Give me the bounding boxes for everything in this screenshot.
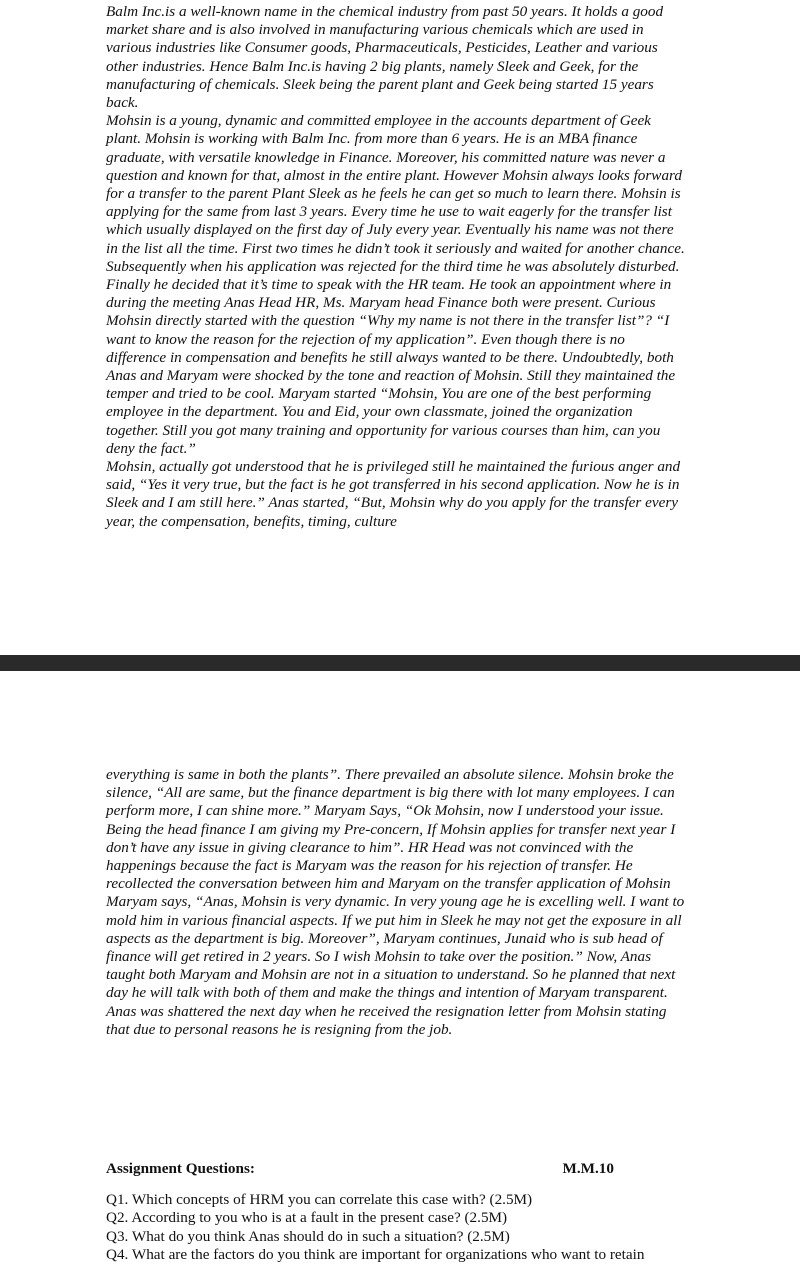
question-3: Q3. What do you think Anas should do in such a situation? (2.5M) [106, 1227, 510, 1245]
assignment-section [106, 1160, 686, 1265]
question-1: Q1. Which concepts of HRM you can correlate this case with? (2.5M) [106, 1190, 533, 1208]
case-paragraph-3: Finally he decided that it’s time to speak with the HR team. He took an appointment where in during the meeting Anas Head HR, Ms. Maryam head Finance both were present. Curious Mohsin directly started with the question “Why my name is not there in the transfer list”? “I want to know the reason for the rejection of my application”. Even though there is no difference in compensation and benefits he still always wanted to be there. Undoubtedly, both Anas and Maryam were shocked by the tone and reaction of Mohsin. Still they maintained the temper and tried to be cool. Maryam started “Mohsin, You are one of the best performing employee in the department. You and Eid, your own classmate, joined the organization together. Still you got many training and opportunity for various courses than him, can you deny the fact.” [106, 276, 676, 457]
max-marks: M.M.10 [562, 1160, 614, 1177]
case-paragraph-1: Balm Inc.is a well-known name in the chemical industry from past 50 years. It holds a good market share and is also involved in manufacturing various chemicals which are used in various industries like Consumer goods, Pharmaceuticals, Pesticides, Leather and various other industries. Hence Balm Inc.is having 2 big plants, namely Sleek and Geek, for the manufacturing of chemicals. Sleek being the parent plant and Geek being started 15 years back. [106, 3, 664, 112]
case-paragraph-2: Mohsin is a young, dynamic and committed employee in the accounts department of Geek plant. Mohsin is working with Balm Inc. from more than 6 years. He is an MBA finance graduate, with versatile knowledge in Finance. Moreover, his committed nature was never a question and known for that, almost in the entire plant. However Mohsin always looks forward for a transfer to the parent Plant Sleek as he feels he can get so much to learn there. Mohsin is applying for the same from last 3 years. Every time he use to wait eagerly for the transfer list which usually displayed on the first day of July every year. Eventually his name was not there in the list all the time. First two times he didn’t took it seriously and waited for another chance. Subsequently when his application was rejected for the third time he was absolutely disturbed. [106, 112, 685, 275]
assignment-header [106, 1160, 686, 1179]
document-page-2 [0, 671, 800, 1266]
question-4: Q4. What are the factors do you think are important for organizations who want to retain [106, 1246, 645, 1264]
case-paragraph-5: everything is same in both the plants”. There prevailed an absolute silence. Mohsin broke the silence, “All are same, but the finance department is big there with lot many employees. I can perform more, I can shine more.” Maryam Says, “Ok Mohsin, now I understood your issue. Being the head finance I am giving my Pre-concern, If Mohsin applies for transfer next year I don’t have any issue in giving clearance to him”. HR Head was not convinced with the happenings because the fact is Maryam was the reason for his rejection of transfer. He recollected the conversation between him and Maryam on the transfer application of Mohsin Maryam says, “Anas, Mohsin is very dynamic. In very young age he is excelling well. I want to mold him in various financial aspects. If we put him in Sleek he may not get the exposure in all aspects as the department is big. Moreover”, Maryam continues, Junaid who is sub head of finance will get retired in 2 years. So I wish Mohsin to take over the position.” Now, Anas taught both Maryam and Mohsin are not in a situation to understand. So he planned that next day he will talk with both of them and make the things and intention of Maryam transparent. [106, 766, 685, 1002]
page-break-bar [0, 655, 800, 671]
assignment-heading: Assignment Questions: [106, 1160, 255, 1177]
case-study-text-top [106, 3, 688, 531]
case-paragraph-6: Anas was shattered the next day when he received the resignation letter from Mohsin stating that due to personal reasons he is resigning from the job. [106, 1002, 667, 1038]
case-study-text-bottom [106, 766, 688, 1039]
question-2: Q2. According to you who is at a fault in the present case? (2.5M) [106, 1209, 508, 1227]
case-paragraph-4: Mohsin, actually got understood that he is privileged still he maintained the furious anger and said, “Yes it very true, but the fact is he got transferred in his second application. Now he is in Sleek and I am still here.” Anas started, “But, Mohsin why do you apply for the transfer every year, the compensation, benefits, timing, culture [106, 458, 681, 530]
